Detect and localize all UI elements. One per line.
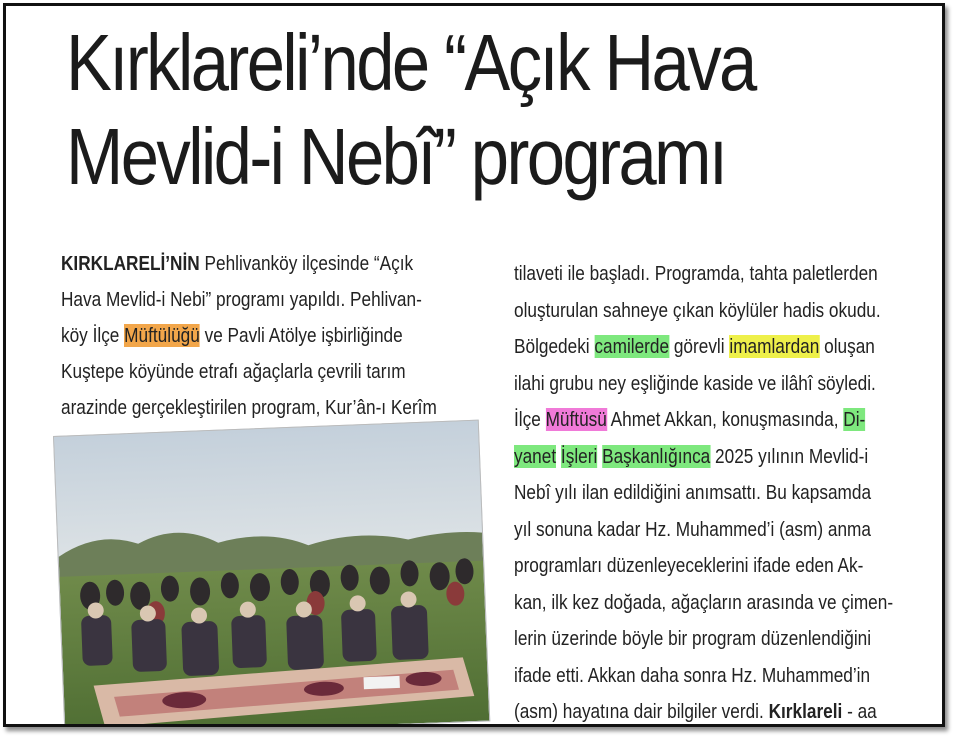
- highlighted-word: Di-: [843, 408, 866, 431]
- headline: [66, 16, 806, 204]
- text-run: oluşturulan sahneye çıkan köylüler hadis okudu.: [514, 298, 881, 322]
- highlighted-word: Başkanlığınca: [602, 444, 711, 468]
- text-run: görevli: [669, 335, 730, 358]
- text-run: yıl sonuna kadar Hz. Muhammed’i (asm) anma: [514, 517, 871, 541]
- text-run: kan, ilk kez doğada, ağaçların arasında ve çimen-: [514, 590, 894, 614]
- text-line: [514, 694, 877, 727]
- text-line: [61, 282, 422, 318]
- event-photo: [53, 420, 490, 727]
- article-column-left: [61, 246, 491, 426]
- text-line: [514, 329, 875, 366]
- highlighted-word: İşleri: [560, 444, 598, 468]
- text-run: tilaveti ile başladı. Programda, tahta paletlerden: [514, 262, 878, 285]
- text-run: Kırklareli: [768, 700, 843, 723]
- outdoor-gathering-photo: [54, 421, 489, 727]
- text-run: ve Pavli Atölye işbirliğinde: [199, 324, 403, 347]
- text-run: oluşan: [819, 335, 875, 358]
- text-run: arazinde gerçekleştirilen program, Kur’ân-ı Kerîm: [61, 396, 437, 419]
- text-run: - aa: [842, 700, 877, 723]
- headline-line-2: Mevlid-i Nebî” programı: [66, 112, 726, 201]
- highlighted-word: Müftülüğü: [124, 324, 200, 347]
- text-run: lerin üzerinde böyle bir program düzenlendiğini: [514, 627, 872, 650]
- text-line: [514, 658, 871, 695]
- text-run: Bölgedeki: [514, 335, 595, 358]
- text-line: [61, 390, 437, 426]
- text-run: köy İlçe: [61, 324, 125, 347]
- highlighted-word: Müftüsü: [545, 408, 607, 431]
- headline-line-1: Kırklareli’nde “Açık Hava: [66, 18, 755, 107]
- text-line: [61, 246, 422, 282]
- text-run: İlçe: [514, 408, 546, 431]
- text-line: [514, 366, 876, 403]
- text-line: [514, 256, 878, 293]
- text-line: [514, 293, 881, 330]
- text-run: Pehlivanköy ilçesinde “Açık: [199, 252, 414, 275]
- highlighted-word: yanet: [514, 444, 557, 468]
- text-line: [514, 439, 867, 476]
- text-run: Nebî yılı ilan edildiğini anımsattı. Bu kapsamda: [514, 481, 872, 504]
- text-run: (asm) hayatına dair bilgiler verdi.: [514, 700, 769, 723]
- article-column-right: [514, 256, 934, 727]
- text-line: [514, 402, 867, 439]
- text-run: 2025 yılının Mevlid-i: [710, 444, 869, 468]
- text-line: [514, 512, 871, 549]
- text-line: [514, 475, 872, 512]
- text-line: [514, 621, 872, 658]
- text-run: ilahi grubu ney eşliğinde kaside ve ilâhî söyledi.: [514, 371, 876, 395]
- highlighted-word: camilerde: [594, 335, 670, 358]
- text-line: [514, 548, 867, 585]
- text-run: Hava Mevlid-i Nebi” programı yapıldı. Pehlivan-: [61, 288, 422, 311]
- text-line: [61, 318, 422, 354]
- text-run: Kuştepe köyünde etrafı ağaçlarla çevrili tarım: [61, 360, 406, 383]
- newspaper-clipping: [3, 3, 945, 727]
- highlighted-word: imamlardan: [729, 335, 820, 358]
- text-line: [514, 585, 894, 622]
- text-run: Ahmet Akkan, konuşmasında,: [606, 408, 844, 431]
- text-run: ifade etti. Akkan daha sonra Hz. Muhammed’in: [514, 663, 871, 687]
- text-run: KIRKLARELİ’NİN: [61, 252, 200, 275]
- text-line: [61, 354, 422, 390]
- text-run: programları düzenleyeceklerini ifade eden Ak-: [514, 554, 864, 577]
